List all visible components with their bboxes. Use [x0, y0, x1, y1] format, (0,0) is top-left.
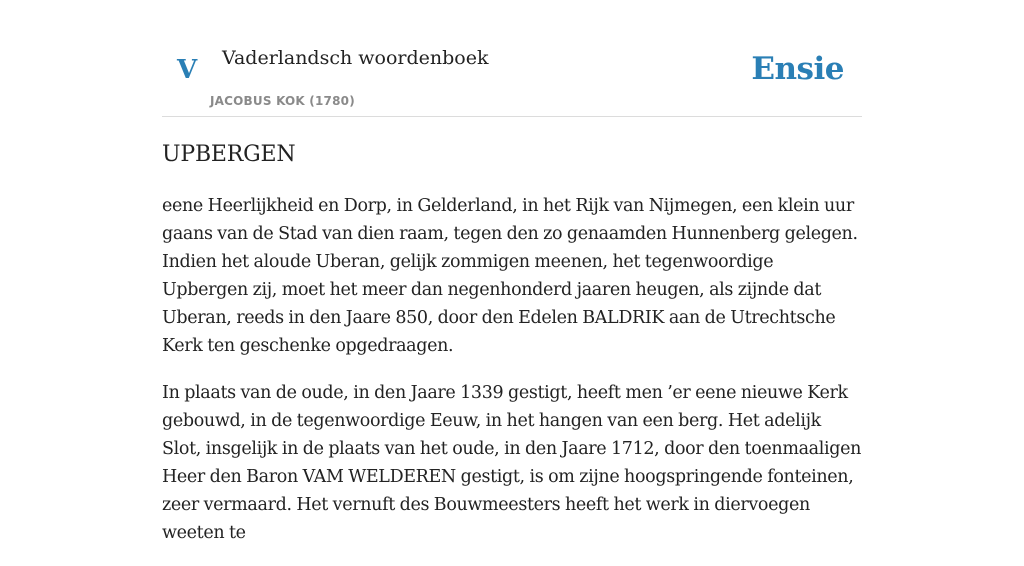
entry-article: [162, 140, 862, 566]
entry-paragraph: eene Heerlijkheid en Dorp, in Gelderland, in het Rijk van Nijmegen, een klein uur gaans van de Stad van dien raam, tegen den zo genaamden Hunnenberg gelegen. Indien het aloude Uberan, gelijk zommigen meenen, het tegenwoordige Upbergen zij, moet het meer dan negenhonderd jaaren heugen, als zijnde dat Uberan, reeds in den Jaare 850, door den Edelen BALDRIK aan de Utrechtsche Kerk ten geschenke opgedraagen.: [162, 196, 858, 356]
book-letter-icon[interactable]: V: [177, 55, 198, 85]
book-author: JACOBUS KOK (1780): [210, 94, 355, 108]
entry-body: [162, 192, 862, 547]
entry-paragraph: In plaats van de oude, in den Jaare 1339 gestigt, heeft men ’er eene nieuwe Kerk gebouwd, in de tegenwoordige Eeuw, in het hangen van een berg. Het adelijk Slot, insgelijk in de plaats van het oude, in den Jaare 1712, door den toenmaaligen Heer den Baron VAM WELDEREN gestigt, is om zijne hoogspringende fonteinen, zeer vermaard. Het vernuft des Bouwmeesters heeft het werk in diervoegen weeten te: [162, 383, 862, 543]
book-title-link[interactable]: Vaderlandsch woordenboek: [222, 47, 489, 69]
entry-title: UPBERGEN: [162, 142, 296, 167]
ensie-logo-link[interactable]: Ensie: [751, 51, 844, 87]
page-header: [162, 0, 862, 117]
